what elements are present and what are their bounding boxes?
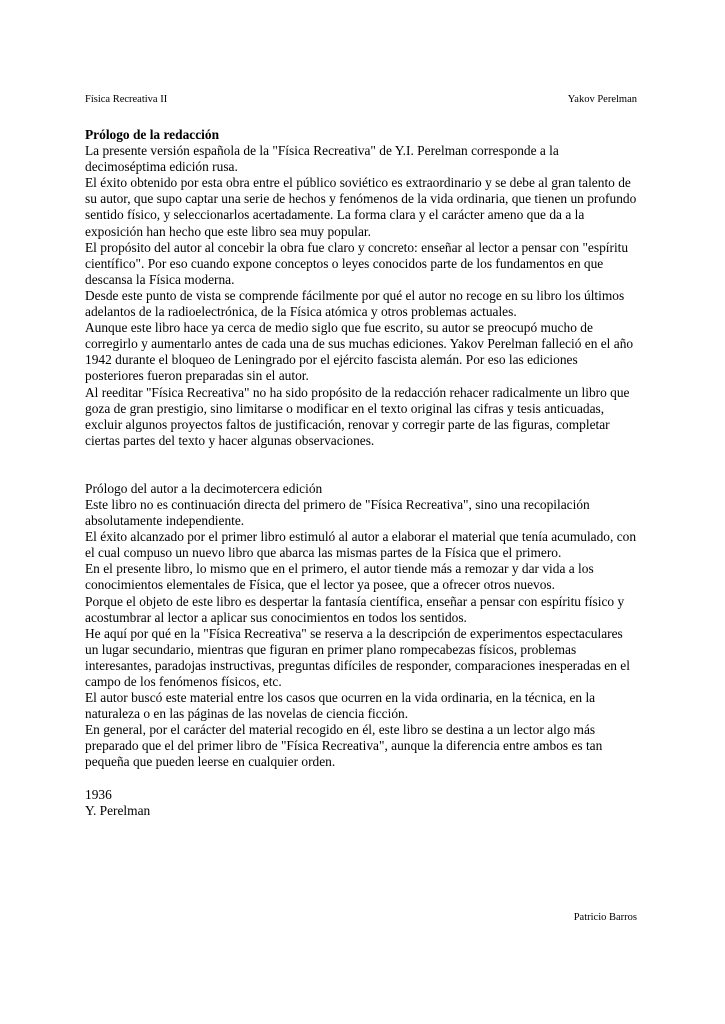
page-content [85,127,637,819]
header-author: Yakov Perelman [567,94,637,105]
page-header [85,94,637,105]
signature-spacer [85,771,637,787]
section2-paragraph: Este libro no es continuación directa del primero de "Física Recreativa", sino una recopilación absolutamente independiente. [85,496,590,529]
section1-paragraph: El éxito obtenido por esta obra entre el público soviético es extraordinario y se debe al gran talento de su autor, que supo captar una serie de hechos y fenómenos de la vida ordinaria, que tienen un profundo sentido físico, y seleccionarlos acertadamente. La forma clara y el carácter ameno que da a la exposición han hecho que este libro sea muy popular. [85,175,637,239]
page-footer: Patricio Barros [573,912,637,923]
section2-paragraph: Porque el objeto de este libro es despertar la fantasía científica, enseñar a pensar con espíritu físico y acostumbrar al lector a aplicar sus conocimientos en todos los sentidos. [85,593,625,625]
section1-paragraph: La presente versión española de la "Física Recreativa" de Y.I. Perelman corresponde a la decimoséptima edición rusa. [85,143,559,175]
section1-paragraph: Aunque este libro hace ya cerca de medio siglo que fue escrito, su autor se preocupó mucho de corregirlo y aumentarlo antes de cada una de sus muchas ediciones. Yakov Perelman falleció en el año 1942 durante el bloqueo de Leningrado por el ejército fascista alemán. Por eso las ediciones posteriores fueron preparadas sin el autor. [85,320,634,384]
signature-name: Y. Perelman [85,802,151,818]
section1-paragraph: El propósito del autor al concebir la obra fue claro y concreto: enseñar al lector a pensar con "espíritu científico". Por eso cuando expone conceptos o leyes conocidos parte de los fundamentos en que descansa la Física moderna. [85,239,629,287]
section1-title: Prólogo de la redacción [85,127,220,142]
section1-paragraph: Al reeditar "Física Recreativa" no ha sido propósito de la redacción rehacer radicalmente un libro que goza de gran prestigio, sino limitarse o modificar en el texto original las cifras y tesis anticuadas, excluir algunos proyectos faltos de justificación, renovar y corregir parte de las figuras, completar ciertas partes del texto y hacer algunas observaciones. [85,384,630,448]
section2-paragraph: En el presente libro, lo mismo que en el primero, el autor tiende más a remozar y dar vida a los conocimientos elementales de Física, que el lector ya posee, que a ofrecer otros nuevos. [85,561,594,593]
section-spacer [85,449,637,481]
section2-title: Prólogo del autor a la decimotercera edición [85,480,323,496]
header-book-title: Física Recreativa II [85,94,168,105]
section2-paragraph: He aquí por qué en la "Física Recreativa" se reserva a la descripción de experimentos espectaculares un lugar secundario, mientras que figuran en primer plano rompecabezas físicos, problemas interesantes, paradojas instructivas, preguntas difíciles de responder, comparaciones inesperadas en el campo de los fenómenos físicos, etc. [85,625,630,689]
section1-paragraph: Desde este punto de vista se comprende fácilmente por qué el autor no recoge en su libro los últimos adelantos de la radioelectrónica, de la Física atómica y otros problemas actuales. [85,287,625,320]
signature-year: 1936 [85,786,112,802]
section2-paragraph: El autor buscó este material entre los casos que ocurren en la vida ordinaria, en la técnica, en la naturaleza o en las páginas de las novelas de ciencia ficción. [85,690,596,722]
section2-paragraph: En general, por el carácter del material recogido en él, este libro se destina a un lector algo más preparado que el del primer libro de "Física Recreativa", aunque la diferencia entre ambos es tan pequeña que pueden leerse en cualquier orden. [85,722,603,770]
section2-paragraph: El éxito alcanzado por el primer libro estimuló al autor a elaborar el material que tenía acumulado, con el cual compuso un nuevo libro que abarca las mismas partes de la Física que el primero. [85,529,637,561]
